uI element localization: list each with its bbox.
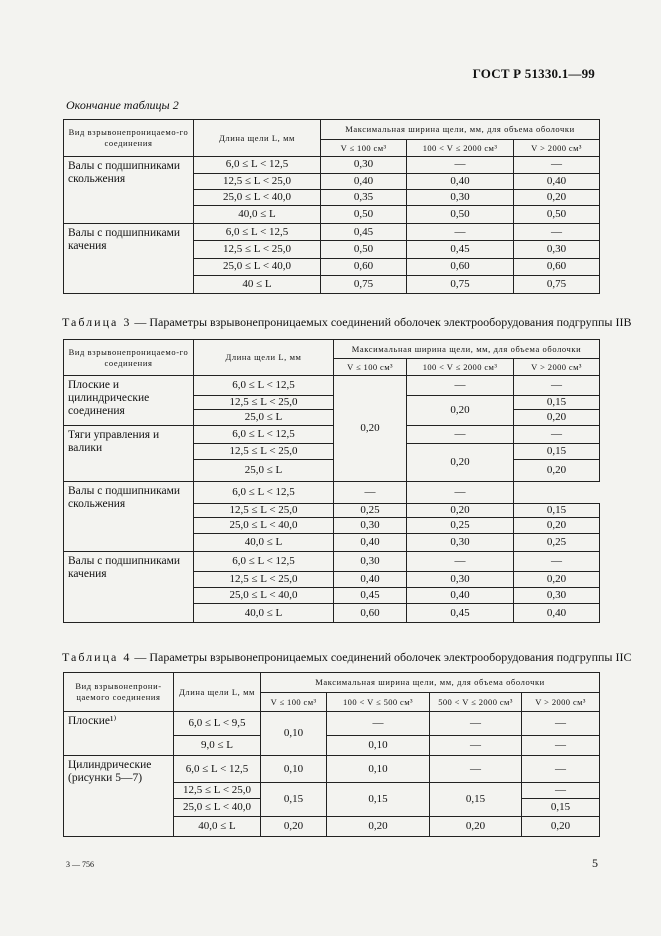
length-cell: 6,0 ≤ L < 12,5 [194,157,321,173]
table-row [64,756,600,782]
value-cell: — [514,157,600,173]
table-row [64,157,600,173]
col-header-v2: 100 < V ≤ 500 см³ [327,693,430,712]
value-cell: — [514,426,600,444]
value-cell-merged: 0,15 [261,782,327,816]
value-cell: 0,10 [327,736,430,756]
value-cell-merged: 0,15 [430,782,522,816]
table-4 [63,672,600,837]
footer-sheet-code: 3 — 756 [66,860,94,869]
length-cell: 6,0 ≤ L < 9,5 [174,712,261,736]
value-cell: 0,60 [514,258,600,275]
value-cell: — [407,224,514,241]
value-cell: 0,20 [261,816,327,836]
col-header-v1: V ≤ 100 см³ [334,359,407,376]
length-cell: 6,0 ≤ L < 12,5 [194,482,334,504]
length-cell: 25,0 ≤ L < 40,0 [174,798,261,816]
col-header-kind: Вид взрывонепроницаемо-го соединения [64,340,194,376]
value-cell: 0,75 [514,275,600,293]
value-cell-merged: 0,20 [334,376,407,482]
length-cell: 12,5 ≤ L < 25,0 [194,173,321,189]
value-cell: — [334,482,407,504]
value-cell: 0,40 [321,173,407,189]
value-cell: 0,75 [407,275,514,293]
value-cell: 0,50 [321,241,407,258]
kind-cell: Плоские¹⁾ [64,712,174,756]
document-header: ГОСТ Р 51330.1—99 [472,66,595,81]
col-header-length: Длина щели L, мм [194,120,321,157]
value-cell: 0,35 [321,189,407,205]
length-cell: 40 ≤ L [194,275,321,293]
value-cell: 0,20 [522,816,600,836]
value-cell: 0,30 [407,534,514,552]
value-cell: 0,30 [514,588,600,604]
length-cell: 25,0 ≤ L < 40,0 [194,258,321,275]
length-cell: 12,5 ≤ L < 25,0 [194,241,321,258]
value-cell: 0,15 [514,396,600,410]
value-cell: 0,15 [514,444,600,460]
value-cell: 0,40 [514,604,600,623]
value-cell: 0,20 [514,460,600,482]
col-header-length: Длина щели L, мм [194,340,334,376]
length-cell: 12,5 ≤ L < 25,0 [194,396,334,410]
length-cell: 9,0 ≤ L [174,736,261,756]
value-cell: 0,30 [321,157,407,173]
value-cell: — [430,756,522,782]
value-cell-merged: 0,20 [407,444,514,482]
col-header-length: Длина щели L, мм [174,673,261,712]
value-cell: 0,30 [407,572,514,588]
value-cell-merged: 0,20 [407,396,514,426]
value-cell: 0,50 [407,205,514,223]
page-number: 5 [592,856,598,870]
value-cell: — [522,756,600,782]
table-row [64,552,600,572]
value-cell: 0,40 [334,534,407,552]
value-cell: 0,50 [321,205,407,223]
value-cell: 0,30 [407,189,514,205]
kind-cell: Валы с подшипниками скольжения [64,157,194,224]
value-cell: — [522,736,600,756]
table-row [64,224,600,241]
value-cell: 0,20 [514,572,600,588]
col-header-v3: V > 2000 см³ [514,140,600,157]
table-2 [63,119,600,294]
length-cell: 12,5 ≤ L < 25,0 [194,444,334,460]
value-cell: — [514,552,600,572]
col-header-v3: 500 < V ≤ 2000 см³ [430,693,522,712]
length-cell: 12,5 ≤ L < 25,0 [194,504,334,518]
value-cell-merged: 0,15 [327,782,430,816]
length-cell: 40,0 ≤ L [174,816,261,836]
value-cell: 0,20 [514,410,600,426]
value-cell: — [430,712,522,736]
kind-cell: Валы с подшипниками качения [64,224,194,294]
table-row [64,482,600,504]
length-cell: 40,0 ≤ L [194,205,321,223]
col-header-kind: Вид взрывонепрони-цаемого соединения [64,673,174,712]
length-cell: 25,0 ≤ L < 40,0 [194,588,334,604]
value-cell: 0,30 [334,518,407,534]
value-cell: 0,40 [407,588,514,604]
value-cell: 0,15 [514,504,600,518]
value-cell: 0,10 [261,756,327,782]
value-cell: 0,20 [327,816,430,836]
length-cell: 25,0 ≤ L < 40,0 [194,189,321,205]
table3-caption-text: — Параметры взрывонепроницаемых соединений оболочек электрооборудования подгруппы IIВ [131,315,632,329]
kind-cell: Тяги управления и валики [64,426,194,482]
length-cell: 6,0 ≤ L < 12,5 [194,224,321,241]
table4-caption-text: — Параметры взрывонепроницаемых соединений оболочек электрооборудования подгруппы IIС [131,650,632,664]
value-cell: 0,15 [522,798,600,816]
length-cell: 40,0 ≤ L [194,604,334,623]
col-header-v3: V > 2000 см³ [514,359,600,376]
value-cell: — [522,782,600,798]
table-row [64,376,600,396]
table4-caption-label: Таблица 4 [62,650,132,664]
table-3 [63,339,600,623]
length-cell: 6,0 ≤ L < 12,5 [194,376,334,396]
value-cell: — [407,426,514,444]
table4-caption [62,650,631,665]
value-cell: — [327,712,430,736]
col-header-v1: V ≤ 100 см³ [321,140,407,157]
length-cell: 6,0 ≤ L < 12,5 [194,552,334,572]
col-header-max-width: Максимальная ширина щели, мм, для объема оболочки [334,340,600,359]
value-cell: 0,40 [334,572,407,588]
col-header-kind: Вид взрывонепроницаемо-го соединения [64,120,194,157]
value-cell: — [514,224,600,241]
table3-caption-label: Таблица 3 [62,315,132,329]
value-cell: 0,40 [514,173,600,189]
length-cell: 40,0 ≤ L [194,534,334,552]
kind-cell: Цилиндрические (рисунки 5—7) [64,756,174,837]
length-cell: 25,0 ≤ L [194,410,334,426]
value-cell: 0,20 [407,504,514,518]
col-header-v2: 100 < V ≤ 2000 см³ [407,359,514,376]
value-cell: — [514,376,600,396]
value-cell: 0,45 [334,588,407,604]
value-cell: 0,60 [321,258,407,275]
value-cell: 0,25 [514,534,600,552]
kind-cell: Валы с подшипниками скольжения [64,482,194,552]
length-cell: 6,0 ≤ L < 12,5 [174,756,261,782]
value-cell: 0,45 [407,241,514,258]
value-cell: 0,20 [514,189,600,205]
length-cell: 25,0 ≤ L < 40,0 [194,518,334,534]
value-cell: 0,75 [321,275,407,293]
value-cell: 0,20 [514,518,600,534]
value-cell: 0,60 [407,258,514,275]
kind-cell: Плоские и цилиндрические соединения [64,376,194,426]
value-cell: 0,60 [334,604,407,623]
table-row [64,426,600,444]
col-header-max-width: Максимальная ширина щели, мм, для объема оболочки [261,673,600,693]
value-cell: — [407,482,514,504]
value-cell: 0,25 [407,518,514,534]
value-cell: 0,30 [334,552,407,572]
length-cell: 12,5 ≤ L < 25,0 [194,572,334,588]
value-cell: 0,40 [407,173,514,189]
col-header-v2: 100 < V ≤ 2000 см³ [407,140,514,157]
length-cell: 6,0 ≤ L < 12,5 [194,426,334,444]
value-cell: 0,45 [407,604,514,623]
value-cell: — [407,552,514,572]
value-cell: 0,20 [430,816,522,836]
col-header-max-width: Максимальная ширина щели, мм, для объема оболочки [321,120,600,140]
table-row [64,712,600,736]
value-cell: 0,25 [334,504,407,518]
value-cell: 0,45 [321,224,407,241]
value-cell: — [522,712,600,736]
value-cell: — [407,157,514,173]
col-header-v4: V > 2000 см³ [522,693,600,712]
col-header-v1: V ≤ 100 см³ [261,693,327,712]
value-cell: 0,50 [514,205,600,223]
table3-caption [62,315,631,330]
length-cell: 12,5 ≤ L < 25,0 [174,782,261,798]
value-cell: — [407,376,514,396]
value-cell: 0,30 [514,241,600,258]
length-cell: 25,0 ≤ L [194,460,334,482]
kind-cell: Валы с подшипниками качения [64,552,194,623]
value-cell-merged: 0,10 [261,712,327,756]
value-cell: — [430,736,522,756]
value-cell: 0,10 [327,756,430,782]
table2-caption: Окончание таблицы 2 [66,98,179,112]
